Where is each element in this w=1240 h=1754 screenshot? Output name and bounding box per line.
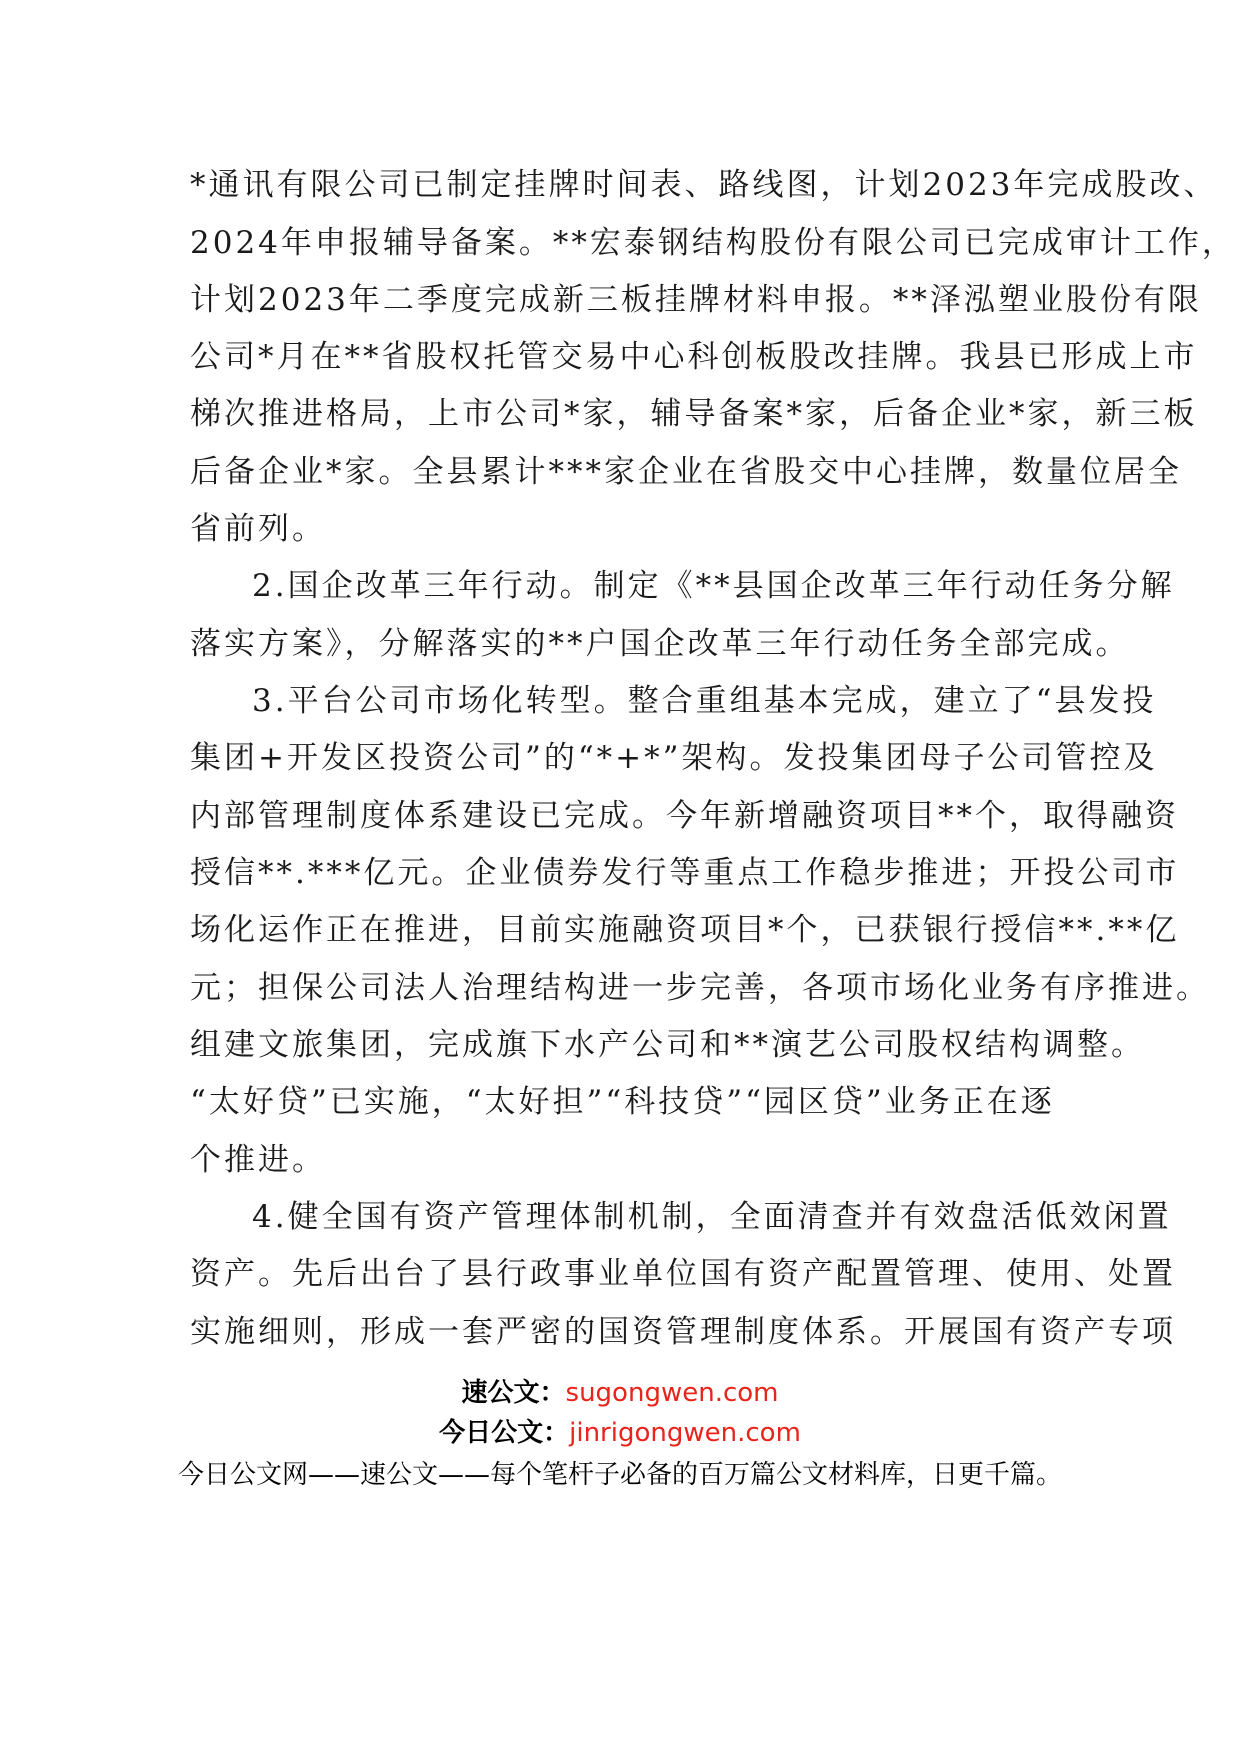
text-line: 梯次推进格局，上市公司*家，辅导备案*家，后备企业*家，新三板 bbox=[190, 396, 1198, 432]
text-line: 2024年申报辅导备案。**宏泰钢结构股份有限公司已完成审计工作， bbox=[190, 225, 1236, 261]
text-line: 元；担保公司法人治理结构进一步完善，各项市场化业务有序推进。 bbox=[190, 970, 1210, 1006]
text-line: 内部管理制度体系建设已完成。今年新增融资项目**个，取得融资 bbox=[190, 798, 1179, 834]
text-line: 个推进。 bbox=[190, 1142, 326, 1178]
footer-sugongwen bbox=[0, 1376, 1240, 1410]
footer-label-jinrigongwen: 今日公文： bbox=[439, 1418, 570, 1448]
text-line: 计划2023年二季度完成新三板挂牌材料申报。**泽泓塑业股份有限 bbox=[190, 282, 1202, 318]
text-line: 实施细则，形成一套严密的国资管理制度体系。开展国有资产专项 bbox=[190, 1314, 1176, 1350]
sugongwen-link[interactable]: sugongwen.com bbox=[565, 1378, 779, 1408]
footer-jinrigongwen bbox=[0, 1416, 1240, 1450]
footer-label-sugongwen: 速公文： bbox=[461, 1378, 566, 1408]
paragraph-3-first-line: 3.平台公司市场化转型。整合重组基本完成，建立了“县发投 bbox=[252, 683, 1157, 719]
text-line: 省前列。 bbox=[190, 511, 326, 547]
text-line: 集团+开发区投资公司”的“*+*”架构。发投集团母子公司管控及 bbox=[190, 740, 1158, 776]
text-line: 公司*月在**省股权托管交易中心科创板股改挂牌。我县已形成上市 bbox=[190, 339, 1198, 375]
text-line: 资产。先后出台了县行政事业单位国有资产配置管理、使用、处置 bbox=[190, 1256, 1176, 1292]
text-line: *通讯有限公司已制定挂牌时间表、路线图，计划2023年完成股改、 bbox=[190, 167, 1218, 203]
text-line: “太好贷”已实施，“太好担”“科技贷”“园区贷”业务正在逐 bbox=[190, 1084, 1055, 1120]
jinrigongwen-link[interactable]: jinrigongwen.com bbox=[569, 1418, 801, 1448]
text-line: 授信**.***亿元。企业债券发行等重点工作稳步推进；开投公司市 bbox=[190, 855, 1180, 891]
paragraph-4-first-line: 4.健全国有资产管理体制机制，全面清查并有效盘活低效闲置 bbox=[252, 1199, 1172, 1235]
text-line: 落实方案》，分解落实的**户国企改革三年行动任务全部完成。 bbox=[190, 626, 1130, 662]
text-line: 后备企业*家。全县累计***家企业在省股交中心挂牌，数量位居全 bbox=[190, 454, 1182, 490]
text-line: 场化运作正在推进，目前实施融资项目*个，已获银行授信**.**亿 bbox=[190, 912, 1180, 948]
text-line: 组建文旅集团，完成旗下水产公司和**演艺公司股权结构调整。 bbox=[190, 1027, 1145, 1063]
footer-slogan: 今日公文网——速公文——每个笔杆子必备的百万篇公文材料库，日更千篇。 bbox=[177, 1460, 1062, 1490]
paragraph-2-first-line: 2.国企改革三年行动。制定《**县国企改革三年行动任务分解 bbox=[252, 568, 1175, 604]
